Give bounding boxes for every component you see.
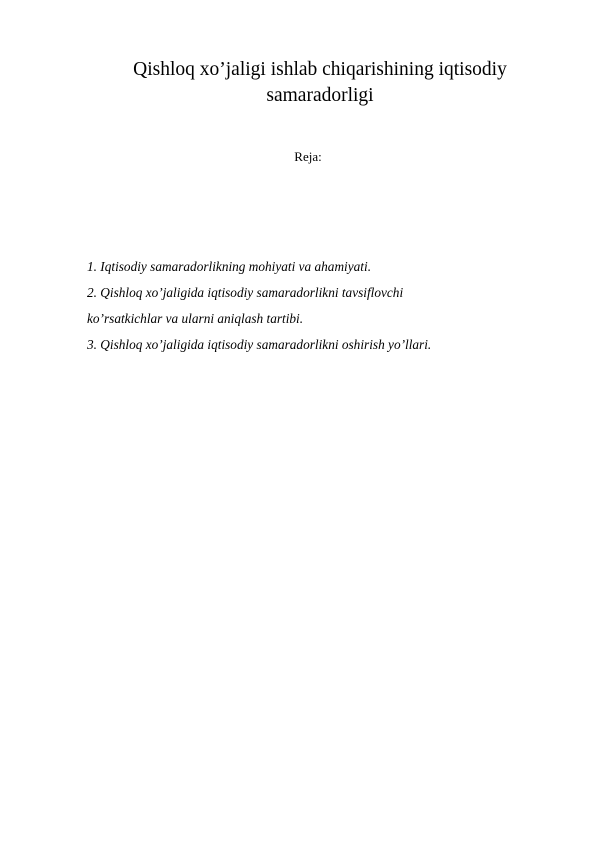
plan-item: ko’rsatkichlar va ularni aniqlash tartibi. — [87, 311, 304, 326]
plan-item: 1. Iqtisodiy samaradorlikning mohiyati va ahamiyati. — [87, 259, 372, 274]
plan-item: 3. Qishloq xo’jaligida iqtisodiy samaradorlikni oshirish yo’llari. — [87, 337, 432, 352]
plan-heading: Reja: — [294, 149, 322, 164]
document-title: Qishloq xo’jaligi ishlab chiqarishining iqtisodiy samaradorligi — [133, 59, 507, 106]
plan-item: 2. Qishloq xo’jaligida iqtisodiy samaradorlikni tavsiflovchi — [87, 285, 404, 300]
plan-list — [87, 254, 527, 358]
